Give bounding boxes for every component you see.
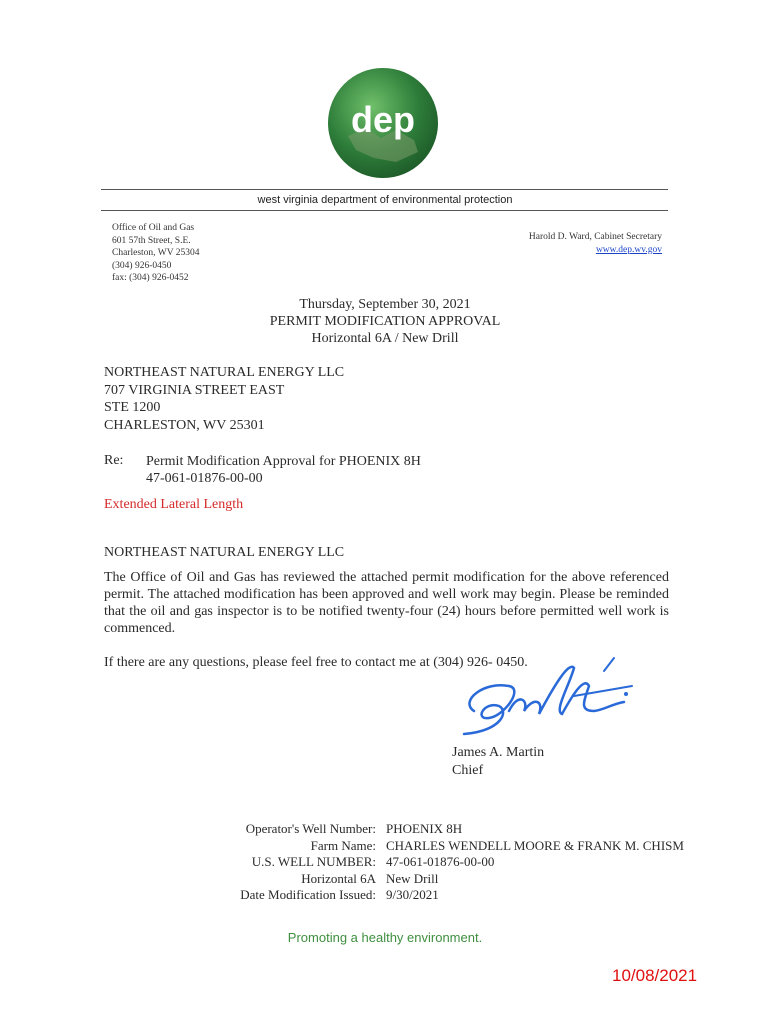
re-subject xyxy=(146,453,421,487)
received-date-stamp: 10/08/2021 xyxy=(612,966,698,985)
field-label: Date Modification Issued: xyxy=(240,887,376,902)
signatory-name: James A. Martin xyxy=(452,745,545,760)
address-line: STE 1200 xyxy=(104,400,161,415)
letter-date: Thursday, September 30, 2021 xyxy=(299,297,471,312)
office-line: Office of Oil and Gas xyxy=(112,223,195,233)
header-rule-bottom xyxy=(101,210,668,211)
office-address xyxy=(112,222,200,285)
office-line: Charleston, WV 25304 xyxy=(112,248,200,258)
department-name: west virginia department of environmental protection xyxy=(257,194,513,206)
office-line: fax: (304) 926-0452 xyxy=(112,273,189,283)
field-value: PHOENIX 8H xyxy=(386,821,463,836)
footer-slogan: Promoting a healthy environment. xyxy=(287,930,483,945)
field-row xyxy=(200,887,684,904)
signatory-title: Chief xyxy=(452,763,484,778)
field-label: Farm Name: xyxy=(310,837,376,853)
field-row xyxy=(200,838,684,855)
office-line: 601 57th Street, S.E. xyxy=(112,235,191,246)
contact-line: If there are any questions, please feel free to contact me at (304) 926- 0450. xyxy=(104,655,528,670)
address-line: NORTHEAST NATURAL ENERGY LLC xyxy=(104,365,345,380)
handwritten-signature xyxy=(454,656,644,736)
field-value: New Drill xyxy=(386,870,439,886)
letter-subtitle: Horizontal 6A / New Drill xyxy=(311,331,459,346)
field-row xyxy=(200,871,684,888)
re-line: Permit Modification Approval for PHOENIX 8H xyxy=(146,454,421,469)
body-paragraph: The Office of Oil and Gas has reviewed the attached permit modification for the above referenced permit. The attached modification has been approved and well work may begin. Please be reminded that the oil and gas inspector is to be notified twenty-four (24) hours before permitted well work is commenced. xyxy=(104,570,669,636)
re-line: 47-061-01876-00-00 xyxy=(146,471,263,486)
field-value: 47-061-01876-00-00 xyxy=(386,854,495,869)
field-label: U.S. WELL NUMBER: xyxy=(251,854,376,869)
signatory xyxy=(452,744,544,780)
field-label: Horizontal 6A xyxy=(301,870,376,886)
field-row xyxy=(200,854,684,871)
well-info-fields xyxy=(200,821,684,904)
letter-heading xyxy=(0,296,770,347)
field-row xyxy=(200,821,684,838)
address-line: 707 VIRGINIA STREET EAST xyxy=(104,382,285,398)
office-line: (304) 926-0450 xyxy=(112,260,172,271)
secretary-block xyxy=(529,231,662,256)
salutation-company: NORTHEAST NATURAL ENERGY LLC xyxy=(104,545,345,560)
letter-title: PERMIT MODIFICATION APPROVAL xyxy=(269,314,501,329)
dep-logo xyxy=(326,66,440,180)
re-label: Re: xyxy=(104,453,124,468)
header-rule-top xyxy=(101,189,668,190)
website-link[interactable]: www.dep.wv.gov xyxy=(595,244,662,255)
address-line: CHARLESTON, WV 25301 xyxy=(104,417,265,433)
field-value: 9/30/2021 xyxy=(386,887,439,902)
secretary-name: Harold D. Ward, Cabinet Secretary xyxy=(528,232,662,242)
extended-lateral-note: Extended Lateral Length xyxy=(104,497,244,512)
logo-text: dep xyxy=(350,99,416,140)
field-value: CHARLES WENDELL MOORE & FRANK M. CHISM xyxy=(386,837,684,853)
field-label: Operator's Well Number: xyxy=(245,821,376,836)
recipient-address xyxy=(104,364,344,434)
